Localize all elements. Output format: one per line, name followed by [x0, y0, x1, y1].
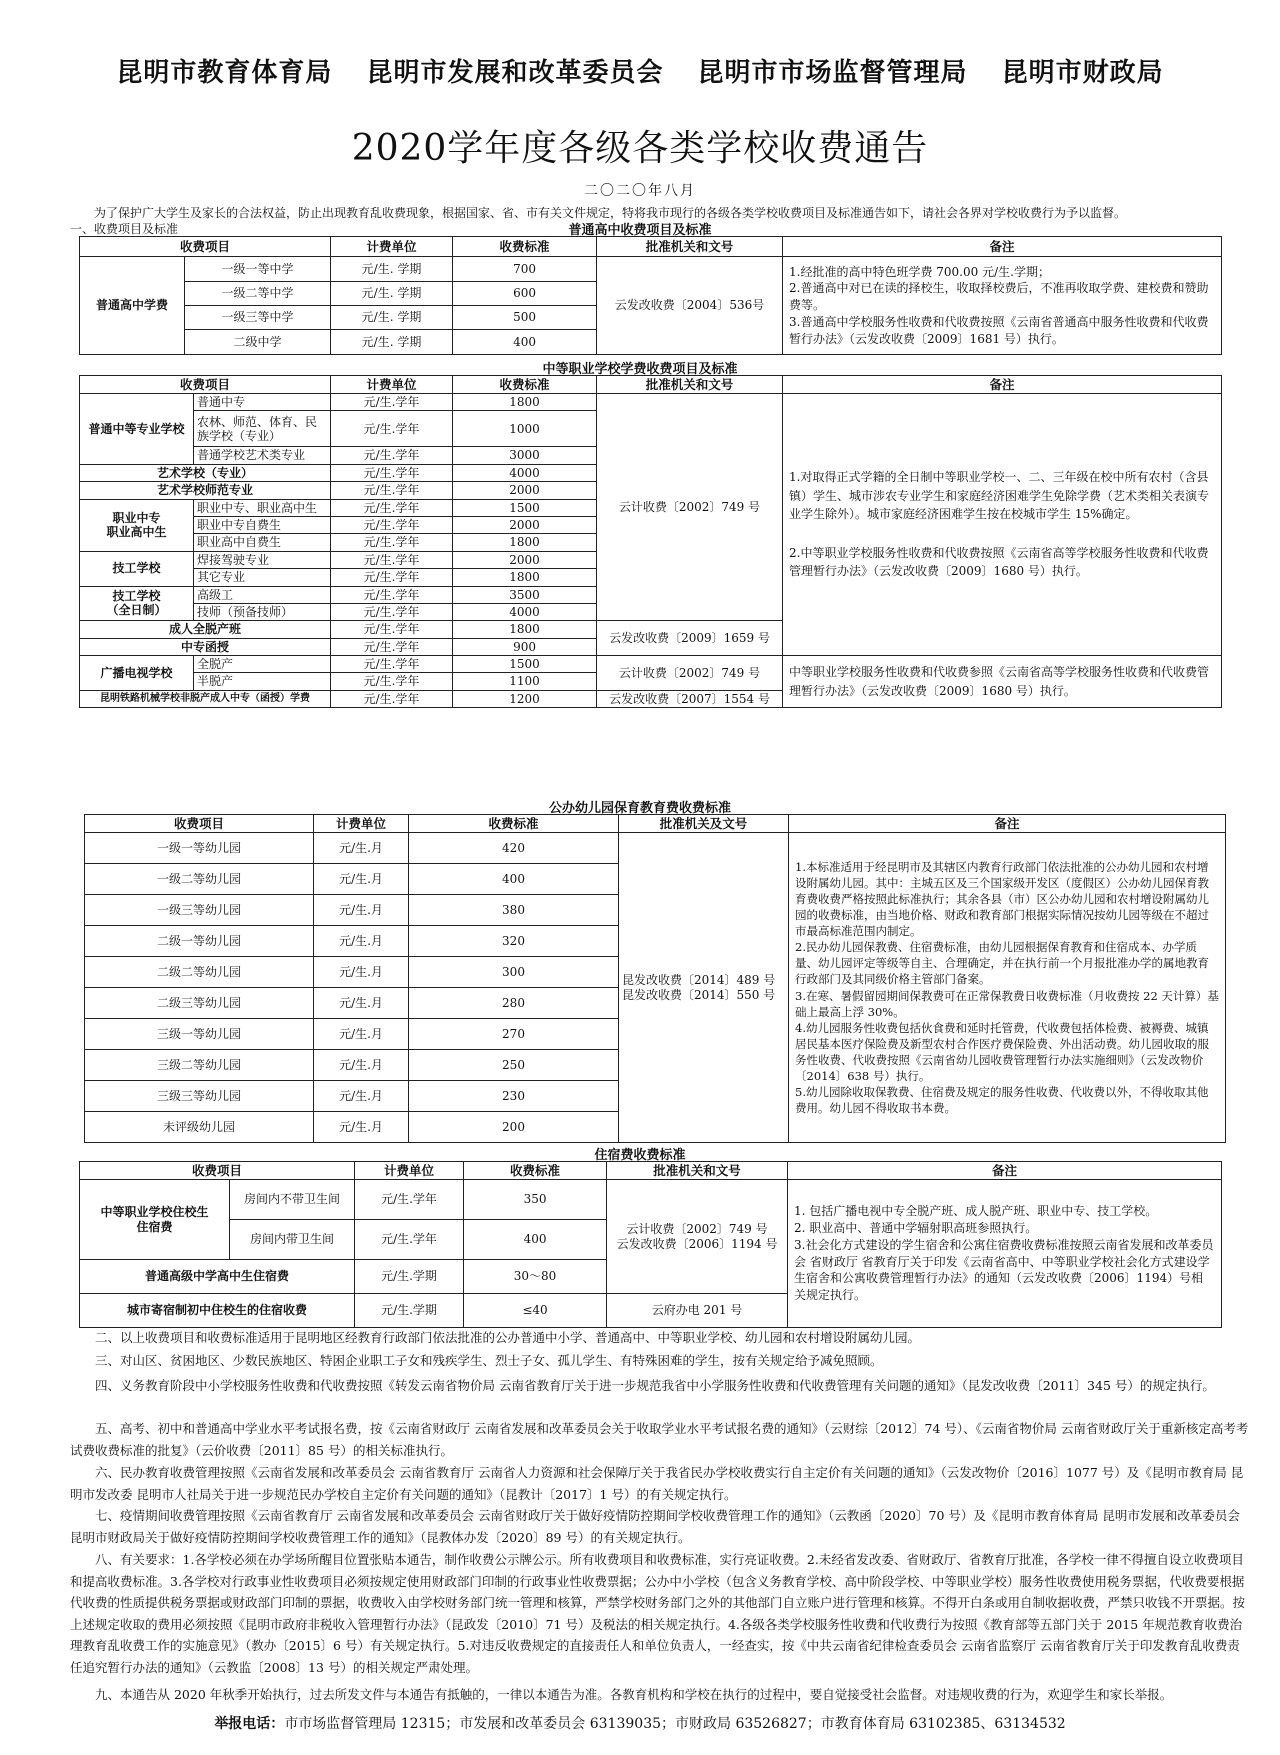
row-name: 艺术学校师范专业 [80, 482, 331, 499]
row-name: 高级工 [194, 586, 331, 603]
row-name: 未评级幼儿园 [85, 1112, 314, 1143]
note-cell [783, 656, 1222, 708]
row-name: 职业中专自费生 [194, 516, 331, 533]
row-unit: 元/生.学年 [331, 499, 453, 516]
approve-doc: 云计收费〔2002〕749 号 [597, 656, 783, 691]
row-std: 30～80 [464, 1260, 607, 1294]
row-name: 中专函授 [80, 638, 331, 655]
row-name: 艺术学校（专业） [80, 464, 331, 481]
row-std: 380 [409, 895, 619, 926]
note-line: 3.社会化方式建设的学生宿舍和公寓住宿费收费标准按照云南省发展和改革委员会 省财政厅 省教育厅关于印发《云南省高中、中等职业学校社会化方式建设学生宿舍和公寓收费管理暂行办法》的通知（云发改收费〔2006〕1194）号相关规定执行。 [794, 1237, 1214, 1303]
row-unit: 元/生.学期 [355, 1260, 464, 1294]
issuers-line [0, 52, 1280, 89]
row-name: 成人全脱产班 [80, 621, 331, 638]
row-unit: 元/生. 学期 [331, 330, 453, 355]
note-line: 1.对取得正式学籍的全日制中等职业学校一、二、三年级在校中所有农村（含县镇）学生、城市涉农专业学生和家庭经济困难学生免除学费（艺术类相关表演专业学生除外）。城市家庭经济困难学生按在校城市学生 15%确定。 [789, 470, 1210, 522]
row-name: 焊接驾驶专业 [194, 551, 331, 568]
col-unit: 计费单位 [314, 815, 409, 833]
row-name: 二级一等幼儿园 [85, 926, 314, 957]
group-label: 技工学校 [80, 551, 194, 586]
col-item: 收费项目 [80, 1162, 355, 1180]
row-unit: 元/生.月 [314, 895, 409, 926]
row-std: 1800 [453, 394, 597, 411]
row-unit: 元/生.月 [314, 833, 409, 864]
row-std: 320 [409, 926, 619, 957]
note-line: 2. 职业高中、普通中学辐射职高班参照执行。 [794, 1220, 1038, 1235]
col-note: 备注 [789, 815, 1226, 833]
row-std: 1500 [453, 499, 597, 516]
row-unit: 元/生.学年 [331, 586, 453, 603]
row-name: 城市寄宿制初中住校生的住宿收费 [80, 1294, 355, 1328]
col-std: 收费标准 [464, 1162, 607, 1180]
note-cell [789, 833, 1226, 1143]
table-caption-vocational: 中等职业学校学费收费项目及标准 [542, 362, 738, 377]
approve-doc: 云府办电 201 号 [607, 1294, 788, 1328]
row-unit: 元/生.学年 [331, 516, 453, 533]
note-line: 2.普通高中对已在读的择校生，收取择校费后，不准再收取学费、建校费和赞助费等。 [789, 281, 1209, 313]
row-unit: 元/生.学年 [331, 534, 453, 551]
row-name: 一级二等幼儿园 [85, 864, 314, 895]
row-unit: 元/生.学年 [355, 1220, 464, 1260]
row-name: 其它专业 [194, 569, 331, 586]
paragraph: 二、以上收费项目和收费标准适用于昆明地区经教育行政部门依法批准的公办普通中小学、普通高中、中等职业学校、幼儿园和农村增设附属幼儿园。 [95, 1330, 921, 1345]
row-std: 250 [409, 1050, 619, 1081]
approve-doc: 云发改收费〔2004〕536号 [597, 257, 783, 355]
row-std: 2000 [453, 516, 597, 533]
row-std: 400 [409, 864, 619, 895]
row-std: 230 [409, 1081, 619, 1112]
row-name: 一级一等中学 [185, 257, 331, 282]
row-unit: 元/生.学年 [355, 1180, 464, 1220]
row-name: 一级一等幼儿园 [85, 833, 314, 864]
approve-doc: 云发改收费〔2009〕1659 号 [597, 621, 783, 656]
paragraph: 三、对山区、贫困地区、少数民族地区、特困企业职工子女和残疾学生、烈士子女、孤儿学生、有特殊困难的学生，按有关规定给予减免照顾。 [95, 1353, 883, 1368]
row-std: 200 [409, 1112, 619, 1143]
row-name: 三级二等幼儿园 [85, 1050, 314, 1081]
row-std: 3000 [453, 447, 597, 464]
row-std: 400 [453, 330, 597, 355]
row-unit: 元/生.学年 [331, 464, 453, 481]
row-name: 职业高中自费生 [194, 534, 331, 551]
section-heading: 一、收费项目及标准 [70, 222, 179, 236]
row-name: 三级三等幼儿园 [85, 1081, 314, 1112]
row-unit: 元/生.学期 [355, 1294, 464, 1328]
col-note: 备注 [783, 376, 1222, 394]
row-unit: 元/生.学年 [331, 673, 453, 690]
row-std: 1100 [453, 673, 597, 690]
col-unit: 计费单位 [331, 376, 453, 394]
row-std: 600 [453, 282, 597, 306]
col-unit: 计费单位 [355, 1162, 464, 1180]
row-name: 二级中学 [185, 330, 331, 355]
row-unit: 元/生.学年 [331, 638, 453, 655]
note-line: 3.在寒、暑假留园期间保教费可在正常保教费日收费标准（月收费按 22 天计算）基础上最高上浮 30%。 [795, 988, 1219, 1019]
group-label: 职业中专 职业高中生 [80, 499, 194, 551]
table-highschool [79, 236, 1222, 355]
row-std: 1800 [453, 534, 597, 551]
approve-doc: 云计收费〔2002〕749 号 云发改收费〔2006〕1194 号 [607, 1180, 788, 1294]
group-label: 技工学校 （全日制） [80, 586, 194, 621]
row-name: 技师（预备技师） [194, 603, 331, 620]
row-name: 普通学校艺术类专业 [194, 447, 331, 464]
col-approve: 批准机关和文号 [597, 376, 783, 394]
row-name: 农林、师范、体育、民族学校（专业） [194, 411, 331, 447]
table-kindergarten [84, 814, 1226, 1143]
issuer: 昆明市财政局 [1001, 58, 1164, 88]
col-approve: 批准机关及文号 [619, 815, 789, 833]
row-unit: 元/生.学年 [331, 603, 453, 620]
col-unit: 计费单位 [331, 237, 453, 257]
note-line: 2.中等职业学校服务性收费和代收费按照《云南省高等学校服务性收费和代收费管理暂行办法》（云发改收费〔2009〕1680 号）执行。 [789, 545, 1209, 579]
row-unit: 元/生.学年 [331, 411, 453, 447]
issue-date: 二〇二〇年八月 [584, 183, 696, 199]
row-unit: 元/生.月 [314, 926, 409, 957]
row-std: 300 [409, 957, 619, 988]
row-unit: 元/生.月 [314, 988, 409, 1019]
row-unit: 元/生.月 [314, 1019, 409, 1050]
note-cell [788, 1180, 1222, 1328]
row-unit: 元/生. 学期 [331, 257, 453, 282]
row-name: 房间内不带卫生间 [230, 1180, 355, 1220]
col-approve: 批准机关和文号 [607, 1162, 788, 1180]
row-name: 全脱产 [194, 656, 331, 673]
report-hotline-label: 举报电话： [214, 1716, 285, 1732]
group-label: 中等职业学校住校生 住宿费 [80, 1180, 230, 1260]
row-std: 1000 [453, 411, 597, 447]
table-caption-lodging: 住宿费收费标准 [594, 1148, 686, 1163]
row-std: 4000 [453, 464, 597, 481]
row-name: 二级三等幼儿园 [85, 988, 314, 1019]
row-std: 350 [464, 1180, 607, 1220]
row-std: 1800 [453, 569, 597, 586]
row-unit: 元/生.学年 [331, 394, 453, 411]
report-hotline [0, 1713, 1280, 1733]
col-item: 收费项目 [80, 376, 331, 394]
issuer: 昆明市发展和改革委员会 [366, 58, 664, 88]
table-lodging [79, 1161, 1222, 1328]
paragraph: 四、义务教育阶段中小学校服务性收费和代收费按照《转发云南省物价局 云南省教育厅关于进一步规范我省中小学服务性收费和代收费管理有关问题的通知》（昆发改收费〔2011〕345 号）的规定执行。 [95, 1378, 1215, 1393]
row-unit: 元/生.月 [314, 1050, 409, 1081]
intro-text: 为了保护广大学生及家长的合法权益，防止出现教育乱收费现象，根据国家、省、市有关文件规定，特将我市现行的各级各类学校收费项目及标准通告如下，请社会各界对学校收费行为予以监督。 [94, 206, 1127, 220]
row-std: 700 [453, 257, 597, 282]
paragraph: 七、疫情期间收费管理按照《云南省教育厅 云南省发展和改革委员会 云南省财政厅关于做好疫情防控期间学校收费管理工作的通知》（云教函〔2020〕70 号）及《昆明市教育体育局 昆明市发展和改革委员会 昆明市财政局关于做好疫情防控期间学校收费管理工作的通知》（昆教体办发〔2020〕89 号）的有关规定执行。 [70, 1508, 1240, 1545]
col-std: 收费标准 [453, 376, 597, 394]
row-name: 三级一等幼儿园 [85, 1019, 314, 1050]
paragraph: 六、民办教育收费管理按照《云南省发展和改革委员会 云南省教育厅 云南省人力资源和社会保障厅关于我省民办学校收费实行自主定价有关问题的通知》（云发改物价〔2016〕1077 号）及《昆明市教育局 昆明市发改委 昆明市人社局关于进一步规范民办学校自主定价有关问题的通知》（昆教计〔2017〕1 号）的有关规定执行。 [70, 1465, 1244, 1502]
note-cell [783, 257, 1222, 355]
group-label: 广播电视学校 [80, 656, 194, 691]
col-item: 收费项目 [80, 237, 331, 257]
row-std: 500 [453, 306, 597, 330]
approve-doc: 云发改收费〔2007〕1554 号 [597, 690, 783, 707]
col-approve: 批准机关和文号 [597, 237, 783, 257]
row-std: 270 [409, 1019, 619, 1050]
paragraph: 九、本通告从 2020 年秋季开始执行，过去所发文件与本通告有抵触的，一律以本通告为准。各教育机构和学校在执行的过程中，要自觉接受社会监督。对违规收费的行为，欢迎学生和家长举报。 [95, 1687, 1173, 1702]
row-name: 一级三等中学 [185, 306, 331, 330]
col-note: 备注 [788, 1162, 1222, 1180]
row-name: 房间内带卫生间 [230, 1220, 355, 1260]
row-name: 职业中专、职业高中生 [194, 499, 331, 516]
note-line: 1.本标准适用于经昆明市及其辖区内教育行政部门依法批准的公办幼儿园和农村增设附属幼儿园。其中：主城五区及三个国家级开发区（度假区）公办幼儿园保育教育费收费严格按照此标准执行；其余各县（市）区公办幼儿园和农村增设附属幼儿园的收费标准，由当地价格、财政和教育部门根据实际情况按幼儿园等级在不超过市最高标准范围内制定。 [795, 859, 1209, 939]
note-line: 2.民办幼儿园保教费、住宿费标准，由幼儿园根据保育教育和住宿成本、办学质量、幼儿园评定等级等自主、合理确定，并在执行前一个月报批准办学的属地教育行政部门及其同级价格主管部门备案。 [795, 940, 1209, 987]
row-name: 一级三等幼儿园 [85, 895, 314, 926]
note-cell [783, 394, 1222, 656]
row-name: 昆明铁路机械学校非脱产成人中专（函授）学费 [80, 690, 331, 707]
row-name: 二级二等幼儿园 [85, 957, 314, 988]
row-std: 3500 [453, 586, 597, 603]
row-unit: 元/生.月 [314, 864, 409, 895]
row-std: 900 [453, 638, 597, 655]
col-item: 收费项目 [85, 815, 314, 833]
col-std: 收费标准 [409, 815, 619, 833]
table-caption-highschool: 普通高中收费项目及标准 [568, 223, 712, 238]
row-unit: 元/生.学年 [331, 621, 453, 638]
issuer: 昆明市市场监督管理局 [697, 58, 968, 88]
row-std: 2000 [453, 482, 597, 499]
row-unit: 元/生. 学期 [331, 306, 453, 330]
row-unit: 元/生.学年 [331, 656, 453, 673]
row-unit: 元/生.月 [314, 1112, 409, 1143]
row-unit: 元/生.学年 [331, 447, 453, 464]
note-line: 1.经批准的高中特色班学费 700.00 元/生.学期； [789, 264, 1050, 279]
note-line: 5.幼儿园除收取保教费、住宿费及规定的服务性收费、代收费以外，不得收取其他费用。幼儿园不得收取书本费。 [795, 1085, 1209, 1116]
paragraph: 八、有关要求：1.各学校必须在办学场所醒目位置张贴本通告，制作收费公示牌公示。所有收费项目和收费标准，实行亮证收费。2.未经省发改委、省财政厅、省教育厅批准，各学校一律不得擅自设立收费项目和提高收费标准。3.各学校对行政事业性收费项目必须按规定使用财政部门印制的行政事业性收费票据；公办中小学校（包含义务教育学校、高中阶段学校、中等职业学校）服务性收费使用税务票据，代收费要根据代收费的性质提供税务票据或财政部门印制的票据，收费收入由学校财务部门统一管理和核算，严禁学校财务部门之外的其他部门自立账户进行管理和核算。不得开白条或用自制收据收费，严禁只收钱不开票据。按上述规定收取的费用必须按照《昆明市政府非税收入管理暂行办法》（昆政发〔2010〕71 号）及税法的相关规定执行。4.各级各类学校服务性收费和代收费行为按照《教育部等五部门关于 2015 年规范教育收费治理教育乱收费工作的实施意见》（教办〔2015〕6 号）有关规定执行。5.对违反收费规定的直接责任人和单位负责人，一经查实，按《中共云南省纪律检查委员会 云南省监察厅 云南省教育厅关于印发教育乱收费责任追究暂行办法的通知》（云教监〔2008〕13 号）的相关规定严肃处理。 [70, 1552, 1246, 1675]
row-name: 一级二等中学 [185, 282, 331, 306]
approve-doc: 昆发改收费〔2014〕489 号 昆发改收费〔2014〕550 号 [619, 833, 789, 1143]
row-name: 半脱产 [194, 673, 331, 690]
issuer: 昆明市教育体育局 [116, 58, 333, 88]
group-label: 普通中等专业学校 [80, 394, 194, 465]
row-name: 普通高级中学高中生住宿费 [80, 1260, 355, 1294]
row-std: ≤40 [464, 1294, 607, 1328]
row-std: 4000 [453, 603, 597, 620]
page-title: 2020学年度各级各类学校收费通告 [351, 128, 929, 169]
table-vocational [79, 375, 1222, 708]
report-hotline-text: 市市场监督管理局 12315；市发展和改革委员会 63139035；市财政局 63526827；市教育体育局 63102385、63134532 [284, 1716, 1066, 1732]
paragraph: 五、高考、初中和普通高中学业水平考试报名费，按《云南省财政厅 云南省发展和改革委员会关于收取学业水平考试报名费的通知》（云财综〔2012〕74 号）、《云南省物价局 云南省财政厅关于重新核定高考考试费收费标准的批复》（云价收费〔2011〕85 号）的相关标准执行。 [70, 1421, 1249, 1458]
row-unit: 元/生.月 [314, 957, 409, 988]
row-unit: 元/生.学年 [331, 551, 453, 568]
group-label: 普通高中学费 [80, 257, 185, 355]
row-std: 1200 [453, 690, 597, 707]
col-note: 备注 [783, 237, 1222, 257]
note-line: 1. 包括广播电视中专全脱产班、成人脱产班、职业中专、技工学校。 [794, 1204, 1158, 1219]
row-unit: 元/生. 学期 [331, 282, 453, 306]
table-caption-kindergarten: 公办幼儿园保育教育费收费标准 [548, 801, 731, 816]
row-name: 普通中专 [194, 394, 331, 411]
row-unit: 元/生.学年 [331, 690, 453, 707]
col-std: 收费标准 [453, 237, 597, 257]
row-std: 280 [409, 988, 619, 1019]
row-std: 1500 [453, 656, 597, 673]
note-line: 4.幼儿园服务性收费包括伙食费和延时托管费，代收费包括体检费、被褥费、城镇居民基本医疗保险费及新型农村合作医疗费保险费、外出活动费。幼儿园收取的服务性收费、代收费按照《云南省幼儿园收费管理暂行办法实施细则》（云发改物价〔2014〕638 号）执行。 [795, 1020, 1209, 1083]
row-unit: 元/生.学年 [331, 569, 453, 586]
row-unit: 元/生.月 [314, 1081, 409, 1112]
row-std: 2000 [453, 551, 597, 568]
row-unit: 元/生.学年 [331, 482, 453, 499]
note-line: 中等职业学校服务性收费和代收费参照《云南省高等学校服务性收费和代收费管理暂行办法》（云发改收费〔2009〕1680 号）执行。 [789, 665, 1210, 698]
row-std: 1800 [453, 621, 597, 638]
row-std: 400 [464, 1220, 607, 1260]
note-line: 3.普通高中学校服务性收费和代收费按照《云南省普通高中服务性收费和代收费暂行办法》（云发改收费〔2009〕1681 号）执行。 [789, 314, 1209, 346]
approve-doc: 云计收费〔2002〕749 号 [597, 394, 783, 621]
row-std: 420 [409, 833, 619, 864]
